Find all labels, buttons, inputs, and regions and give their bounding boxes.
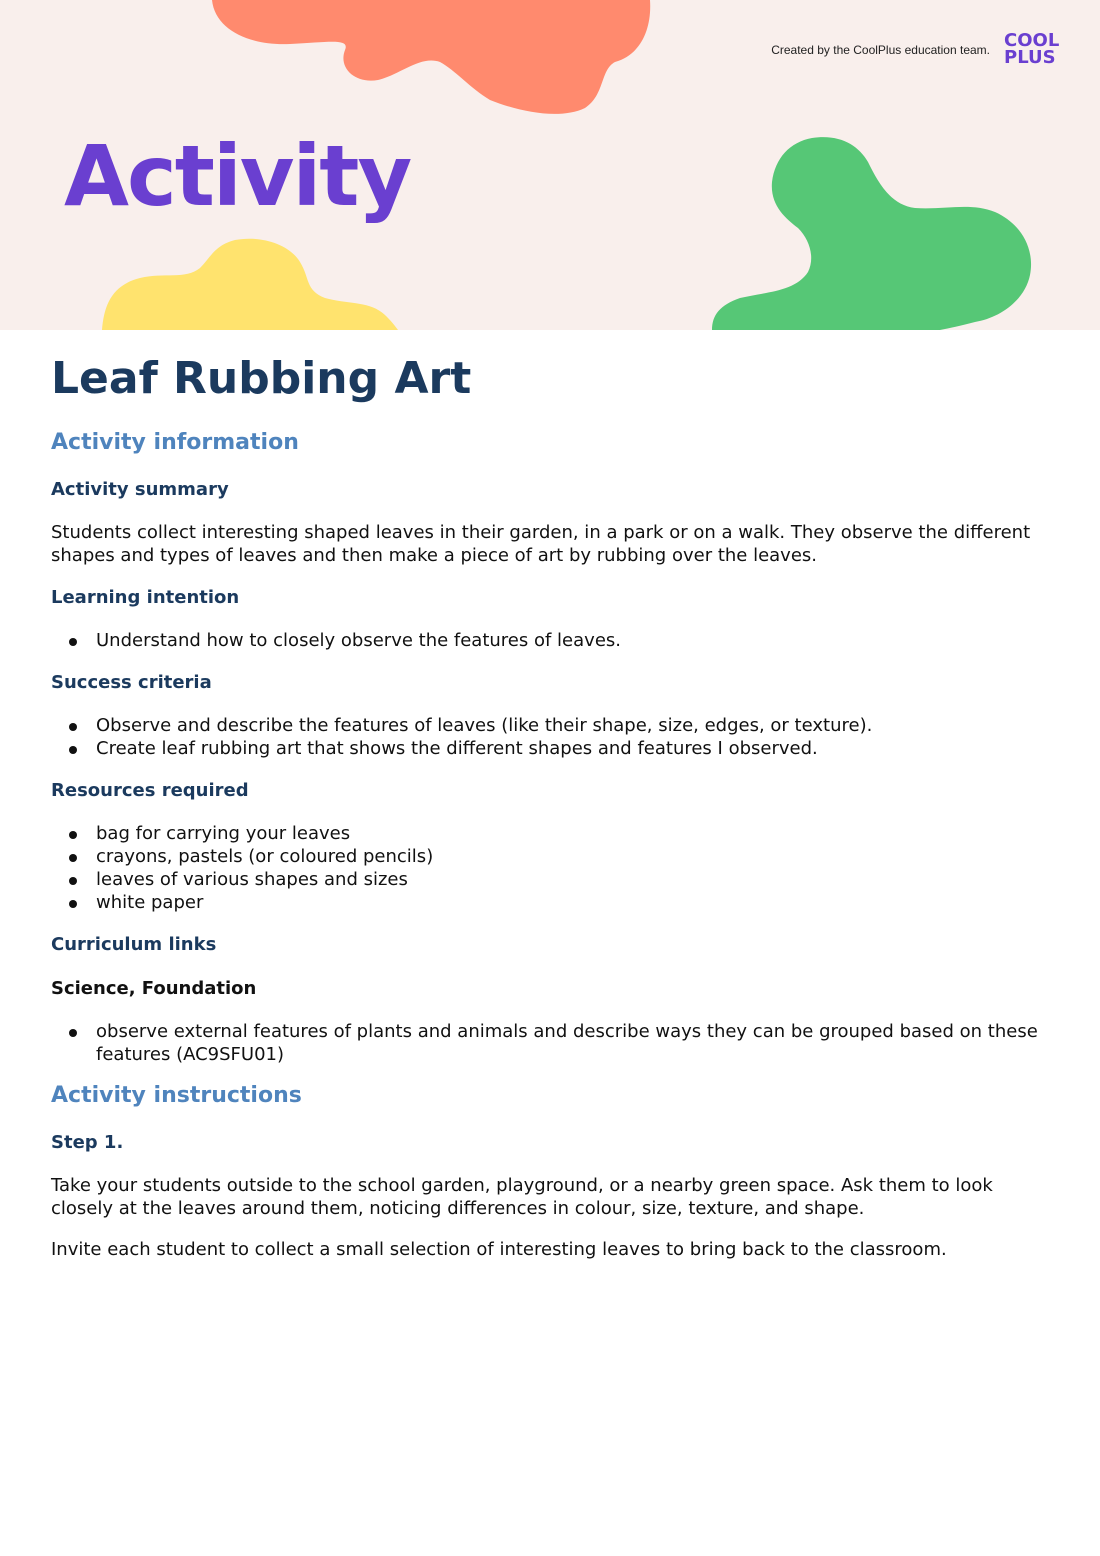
bullet-icon — [69, 854, 77, 862]
bullet-icon — [69, 900, 77, 908]
bullet-icon — [69, 746, 77, 754]
bullet-icon — [69, 877, 77, 885]
list-item-text: Understand how to closely observe the features of leaves. — [96, 630, 621, 651]
learning-intention-list — [51, 629, 1051, 652]
document-content — [51, 345, 1051, 1261]
resources-list — [51, 822, 1051, 914]
heading-curriculum-links: Curriculum links — [51, 934, 217, 955]
list-item — [51, 1020, 1051, 1066]
heading-success-criteria: Success criteria — [51, 672, 212, 693]
logo-line-2: PLUS — [1004, 47, 1056, 68]
list-item — [51, 822, 1051, 845]
list-item — [51, 714, 1051, 737]
curriculum-list — [51, 1020, 1051, 1066]
step-1-paragraph-1: Take your students outside to the school garden, playground, or a nearby green space. Ask them to look closely at the leaves around them, noticing differences in colour, size, texture, and shape. — [51, 1175, 993, 1219]
heading-activity-summary: Activity summary — [51, 479, 229, 500]
bullet-icon — [69, 638, 77, 646]
list-item-text: Create leaf rubbing art that shows the different shapes and features I observed. — [96, 738, 818, 759]
list-item-text: white paper — [96, 892, 204, 913]
list-item-text: Observe and describe the features of leaves (like their shape, size, edges, or texture). — [96, 715, 873, 736]
activity-summary-text: Students collect interesting shaped leaves in their garden, in a park or on a walk. They observe the different shapes and types of leaves and then make a piece of art by rubbing over the leaves. — [51, 522, 1031, 566]
section-heading-activity-instructions: Activity instructions — [51, 1083, 302, 1108]
heading-resources-required: Resources required — [51, 780, 249, 801]
step-1-paragraph-2: Invite each student to collect a small selection of interesting leaves to bring back to the classroom. — [51, 1239, 947, 1260]
section-heading-activity-information: Activity information — [51, 430, 299, 455]
yellow-blob — [102, 239, 398, 330]
header-banner — [0, 0, 1100, 330]
list-item — [51, 891, 1051, 914]
heading-step-1: Step 1. — [51, 1132, 124, 1153]
list-item-text: leaves of various shapes and sizes — [96, 869, 408, 890]
page-title: Leaf Rubbing Art — [51, 353, 472, 404]
list-item — [51, 737, 1051, 760]
heading-learning-intention: Learning intention — [51, 587, 240, 608]
list-item — [51, 629, 1051, 652]
list-item-text: observe external features of plants and animals and describe ways they can be grouped based on these features (AC9SFU01) — [96, 1021, 1038, 1065]
list-item — [51, 868, 1051, 891]
curriculum-subheading: Science, Foundation — [51, 978, 257, 999]
credit-text: Created by the CoolPlus education team. — [771, 43, 990, 57]
green-blob — [712, 137, 1031, 330]
coral-blob — [212, 0, 650, 114]
list-item — [51, 845, 1051, 868]
list-item-text: crayons, pastels (or coloured pencils) — [96, 846, 434, 867]
banner-title: Activity — [64, 127, 411, 225]
bullet-icon — [69, 1029, 77, 1037]
success-criteria-list — [51, 714, 1051, 760]
logo-line-1: COOL — [1004, 30, 1060, 51]
list-item-text: bag for carrying your leaves — [96, 823, 351, 844]
bullet-icon — [69, 723, 77, 731]
coolplus-logo — [1004, 32, 1068, 72]
bullet-icon — [69, 831, 77, 839]
